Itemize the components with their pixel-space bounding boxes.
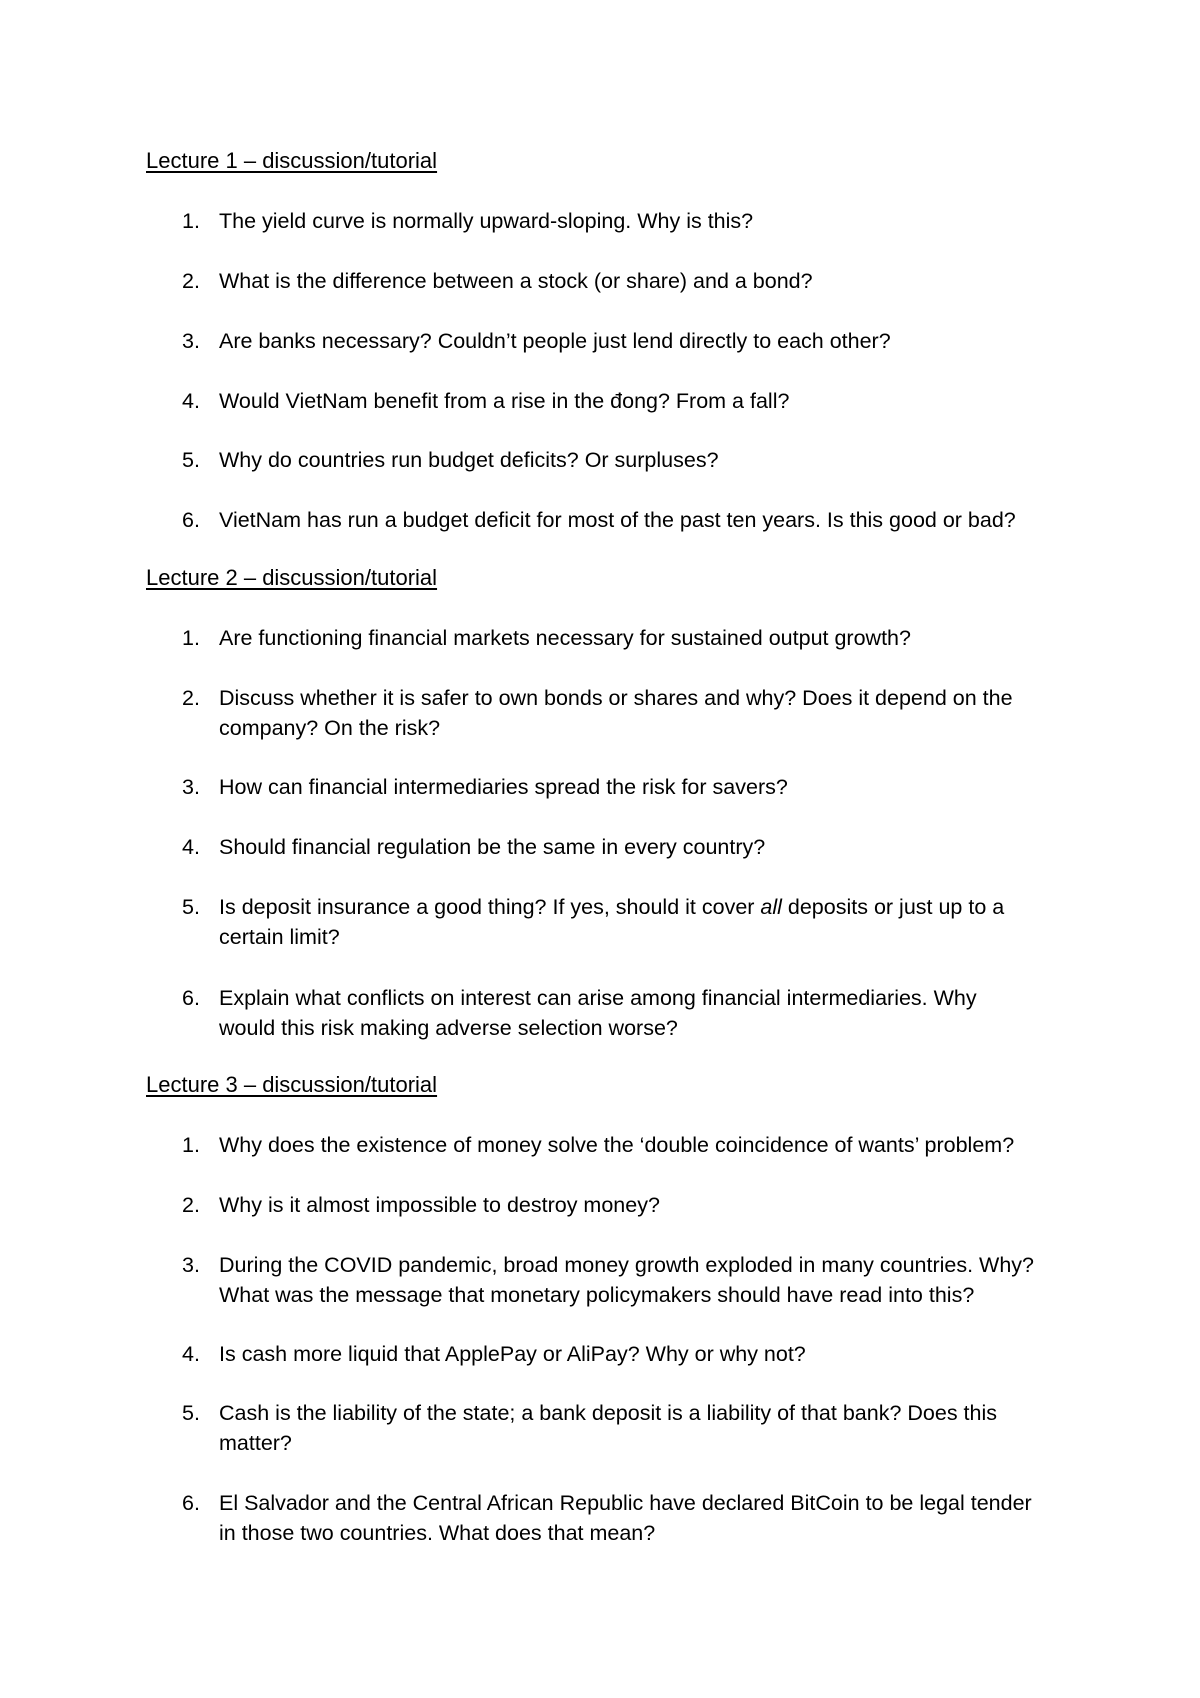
item-number: 3. <box>182 329 200 353</box>
item-number: 4. <box>182 389 200 413</box>
item-text: Would VietNam benefit from a rise in the đong? From a fall? <box>219 389 790 413</box>
item-text: VietNam has run a budget deficit for most of the past ten years. Is this good or bad? <box>219 508 1016 532</box>
item-text: Why does the existence of money solve the ‘double coincidence of wants’ problem? <box>219 1133 1015 1157</box>
item-number: 2. <box>182 686 200 710</box>
item-text: How can financial intermediaries spread the risk for savers? <box>219 775 788 799</box>
item-text: Explain what conflicts on interest can arise among financial intermediaries. Why would this risk making adverse selection worse? <box>219 986 977 1040</box>
item-text: During the COVID pandemic, broad money growth exploded in many countries. Why? What was the message that monetary policymakers should have read into this? <box>219 1253 1035 1307</box>
item-number: 6. <box>182 508 200 532</box>
item-number: 6. <box>182 1491 200 1515</box>
item-text: Are banks necessary? Couldn’t people just lend directly to each other? <box>219 329 891 353</box>
item-text: Should financial regulation be the same in every country? <box>219 835 766 859</box>
item-number: 4. <box>182 1342 200 1366</box>
item-text: Is cash more liquid that ApplePay or AliPay? Why or why not? <box>219 1342 806 1366</box>
section-heading-lecture-1: Lecture 1 – discussion/tutorial <box>146 148 438 173</box>
item-text: Is deposit insurance a good thing? If yes, should it cover all deposits or just up to a certain limit? <box>219 895 1005 949</box>
emphasis: all <box>760 895 782 919</box>
item-number: 2. <box>182 269 200 293</box>
item-text: Discuss whether it is safer to own bonds or shares and why? Does it depend on the company? On the risk? <box>219 686 1013 740</box>
item-number: 3. <box>182 1253 200 1277</box>
item-number: 4. <box>182 835 200 859</box>
item-text: Why do countries run budget deficits? Or surpluses? <box>219 448 719 472</box>
item-text: Cash is the liability of the state; a bank deposit is a liability of that bank? Does this matter? <box>219 1401 998 1455</box>
item-number: 6. <box>182 986 200 1010</box>
item-number: 3. <box>182 775 200 799</box>
item-text: Why is it almost impossible to destroy money? <box>219 1193 660 1217</box>
item-text: Are functioning financial markets necessary for sustained output growth? <box>219 626 911 650</box>
item-number: 5. <box>182 1401 200 1425</box>
section-heading-lecture-3: Lecture 3 – discussion/tutorial <box>146 1072 438 1097</box>
item-number: 2. <box>182 1193 200 1217</box>
item-text: The yield curve is normally upward-sloping. Why is this? <box>219 209 754 233</box>
section-heading-lecture-2: Lecture 2 – discussion/tutorial <box>146 565 438 590</box>
item-number: 1. <box>182 626 200 650</box>
item-text: What is the difference between a stock (or share) and a bond? <box>219 269 813 293</box>
item-number: 5. <box>182 895 200 919</box>
item-number: 1. <box>182 209 200 233</box>
item-number: 1. <box>182 1133 200 1157</box>
item-text: El Salvador and the Central African Republic have declared BitCoin to be legal tender in those two countries. What does that mean? <box>219 1491 1032 1545</box>
item-number: 5. <box>182 448 200 472</box>
